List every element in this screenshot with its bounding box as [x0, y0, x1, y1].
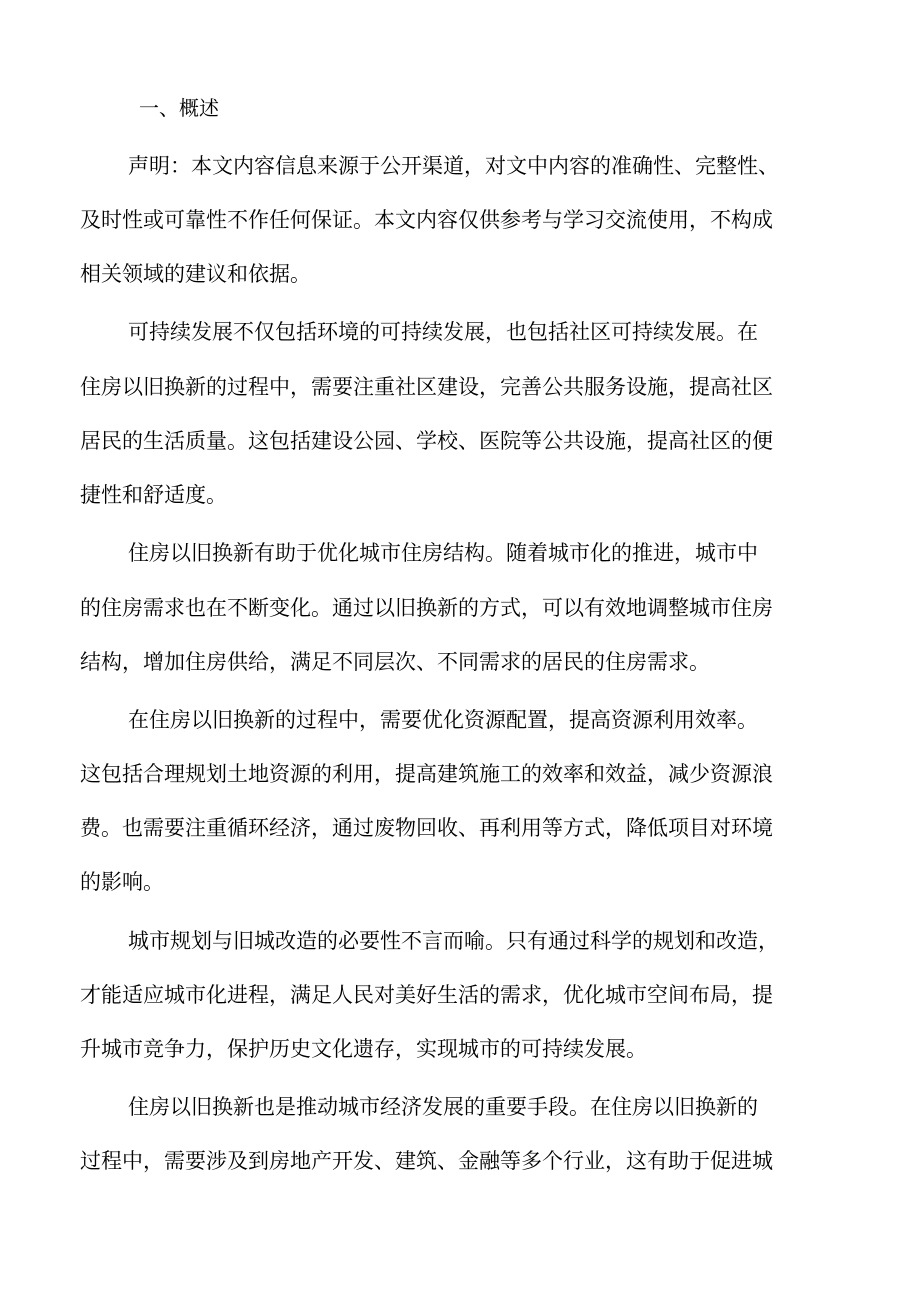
- paragraph-line: 在住房以旧换新的过程中，需要优化资源配置，提高资源利用效率。: [128, 708, 758, 732]
- paragraph-line: 费。也需要注重循环经济，通过废物回收、再利用等方式，降低项目对环境: [80, 816, 773, 840]
- paragraph-line: 结构，增加住房供给，满足不同层次、不同需求的居民的住房需求。: [80, 650, 710, 674]
- paragraph-line: 及时性或可靠性不作任何保证。本文内容仅供参考与学习交流使用，不构成: [80, 208, 773, 232]
- paragraph-line: 这包括合理规划土地资源的利用，提高建筑施工的效率和效益，减少资源浪: [80, 762, 773, 786]
- paragraph-line: 才能适应城市化进程，满足人民对美好生活的需求，优化城市空间布局，提: [80, 983, 773, 1007]
- paragraph-line: 住房以旧换新也是推动城市经济发展的重要手段。在住房以旧换新的: [128, 1095, 758, 1119]
- paragraph-line: 可持续发展不仅包括环境的可持续发展，也包括社区可持续发展。在: [128, 320, 758, 344]
- paragraph-line: 捷性和舒适度。: [80, 483, 227, 507]
- paragraph-line: 的影响。: [80, 870, 164, 894]
- paragraph-line: 过程中，需要涉及到房地产开发、建筑、金融等多个行业，这有助于促进城: [80, 1149, 773, 1173]
- section-heading: 一、概述: [139, 96, 219, 120]
- paragraph-line: 城市规划与旧城改造的必要性不言而喻。只有通过科学的规划和改造，: [128, 929, 779, 953]
- paragraph-line: 住房以旧换新的过程中，需要注重社区建设，完善公共服务设施，提高社区: [80, 375, 773, 399]
- paragraph-line: 相关领域的建议和依据。: [80, 262, 311, 286]
- paragraph-line: 住房以旧换新有助于优化城市住房结构。随着城市化的推进，城市中: [128, 541, 758, 565]
- paragraph-line: 声明：本文内容信息来源于公开渠道，对文中内容的准确性、完整性、: [128, 154, 779, 178]
- paragraph-line: 居民的生活质量。这包括建设公园、学校、医院等公共设施，提高社区的便: [80, 429, 773, 453]
- paragraph-line: 的住房需求也在不断变化。通过以旧换新的方式，可以有效地调整城市住房: [80, 596, 773, 620]
- paragraph-line: 升城市竞争力，保护历史文化遗存，实现城市的可持续发展。: [80, 1037, 647, 1061]
